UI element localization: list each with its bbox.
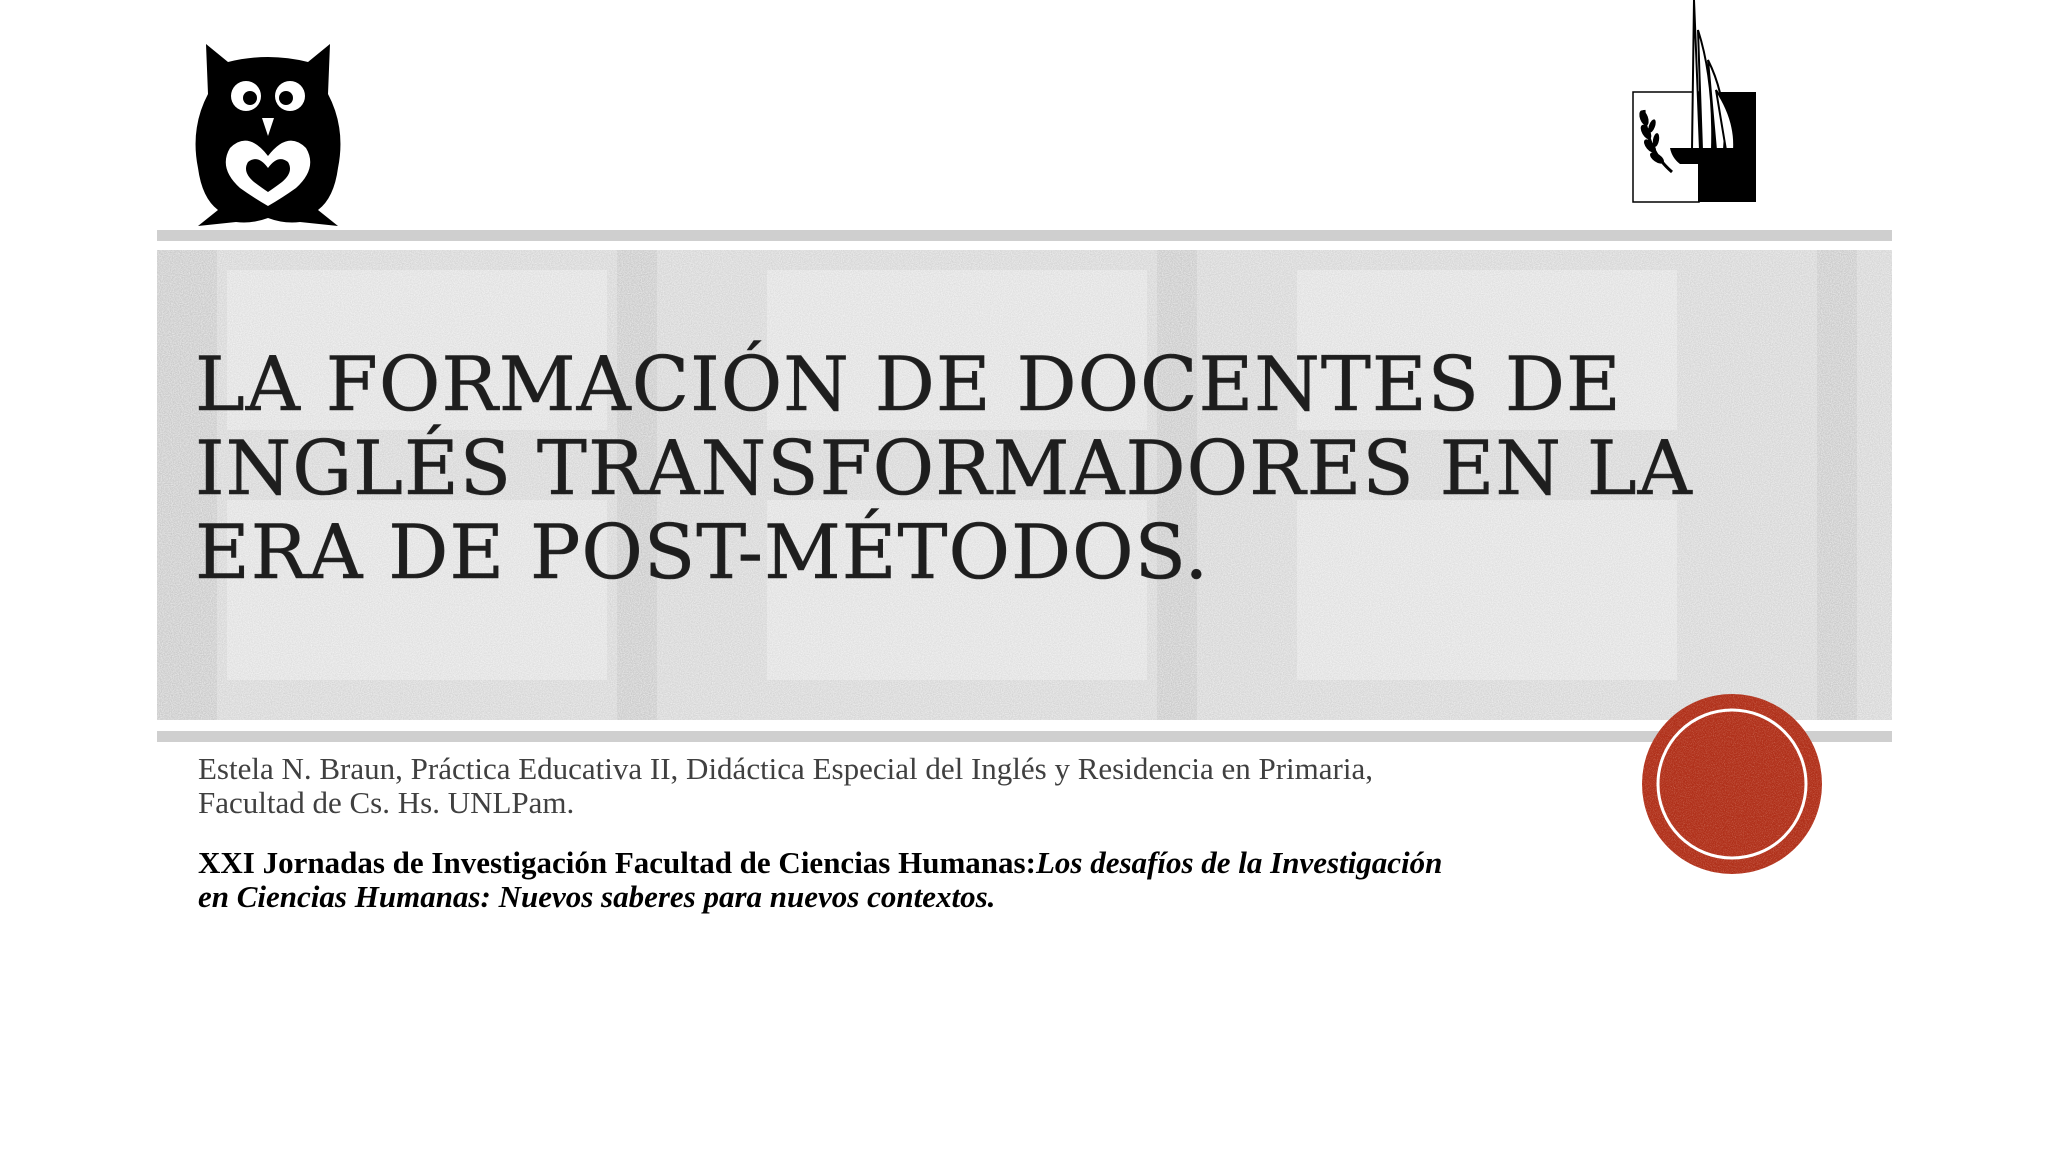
- red-circle-ornament-icon: [1640, 692, 1824, 876]
- slide-title: LA FORMACIÓN DE DOCENTES DE INGLÉS TRANSFORMADORES EN LA ERA DE POST-MÉTODOS.: [195, 340, 1693, 596]
- title-band-top-stripe: [157, 230, 1892, 241]
- title-band-bottom-stripe: [157, 731, 1892, 742]
- author-affiliation: Estela N. Braun, Práctica Educativa II, Didáctica Especial del Inglés y Residencia en Primaria, Facultad de Cs. Hs. UNLPam.: [198, 751, 1373, 820]
- title-band: [157, 250, 1892, 720]
- owl-logo-icon: [188, 38, 348, 228]
- event-description: [198, 846, 1458, 914]
- event-name: XXI Jornadas de Investigación Facultad de Ciencias Humanas:: [198, 845, 1036, 880]
- event-theme: Los desafíos de la Investigación en Ciencias Humanas: Nuevos saberes para nuevos contextos.: [198, 845, 1443, 914]
- faculty-sail-logo-icon: [1632, 0, 1758, 208]
